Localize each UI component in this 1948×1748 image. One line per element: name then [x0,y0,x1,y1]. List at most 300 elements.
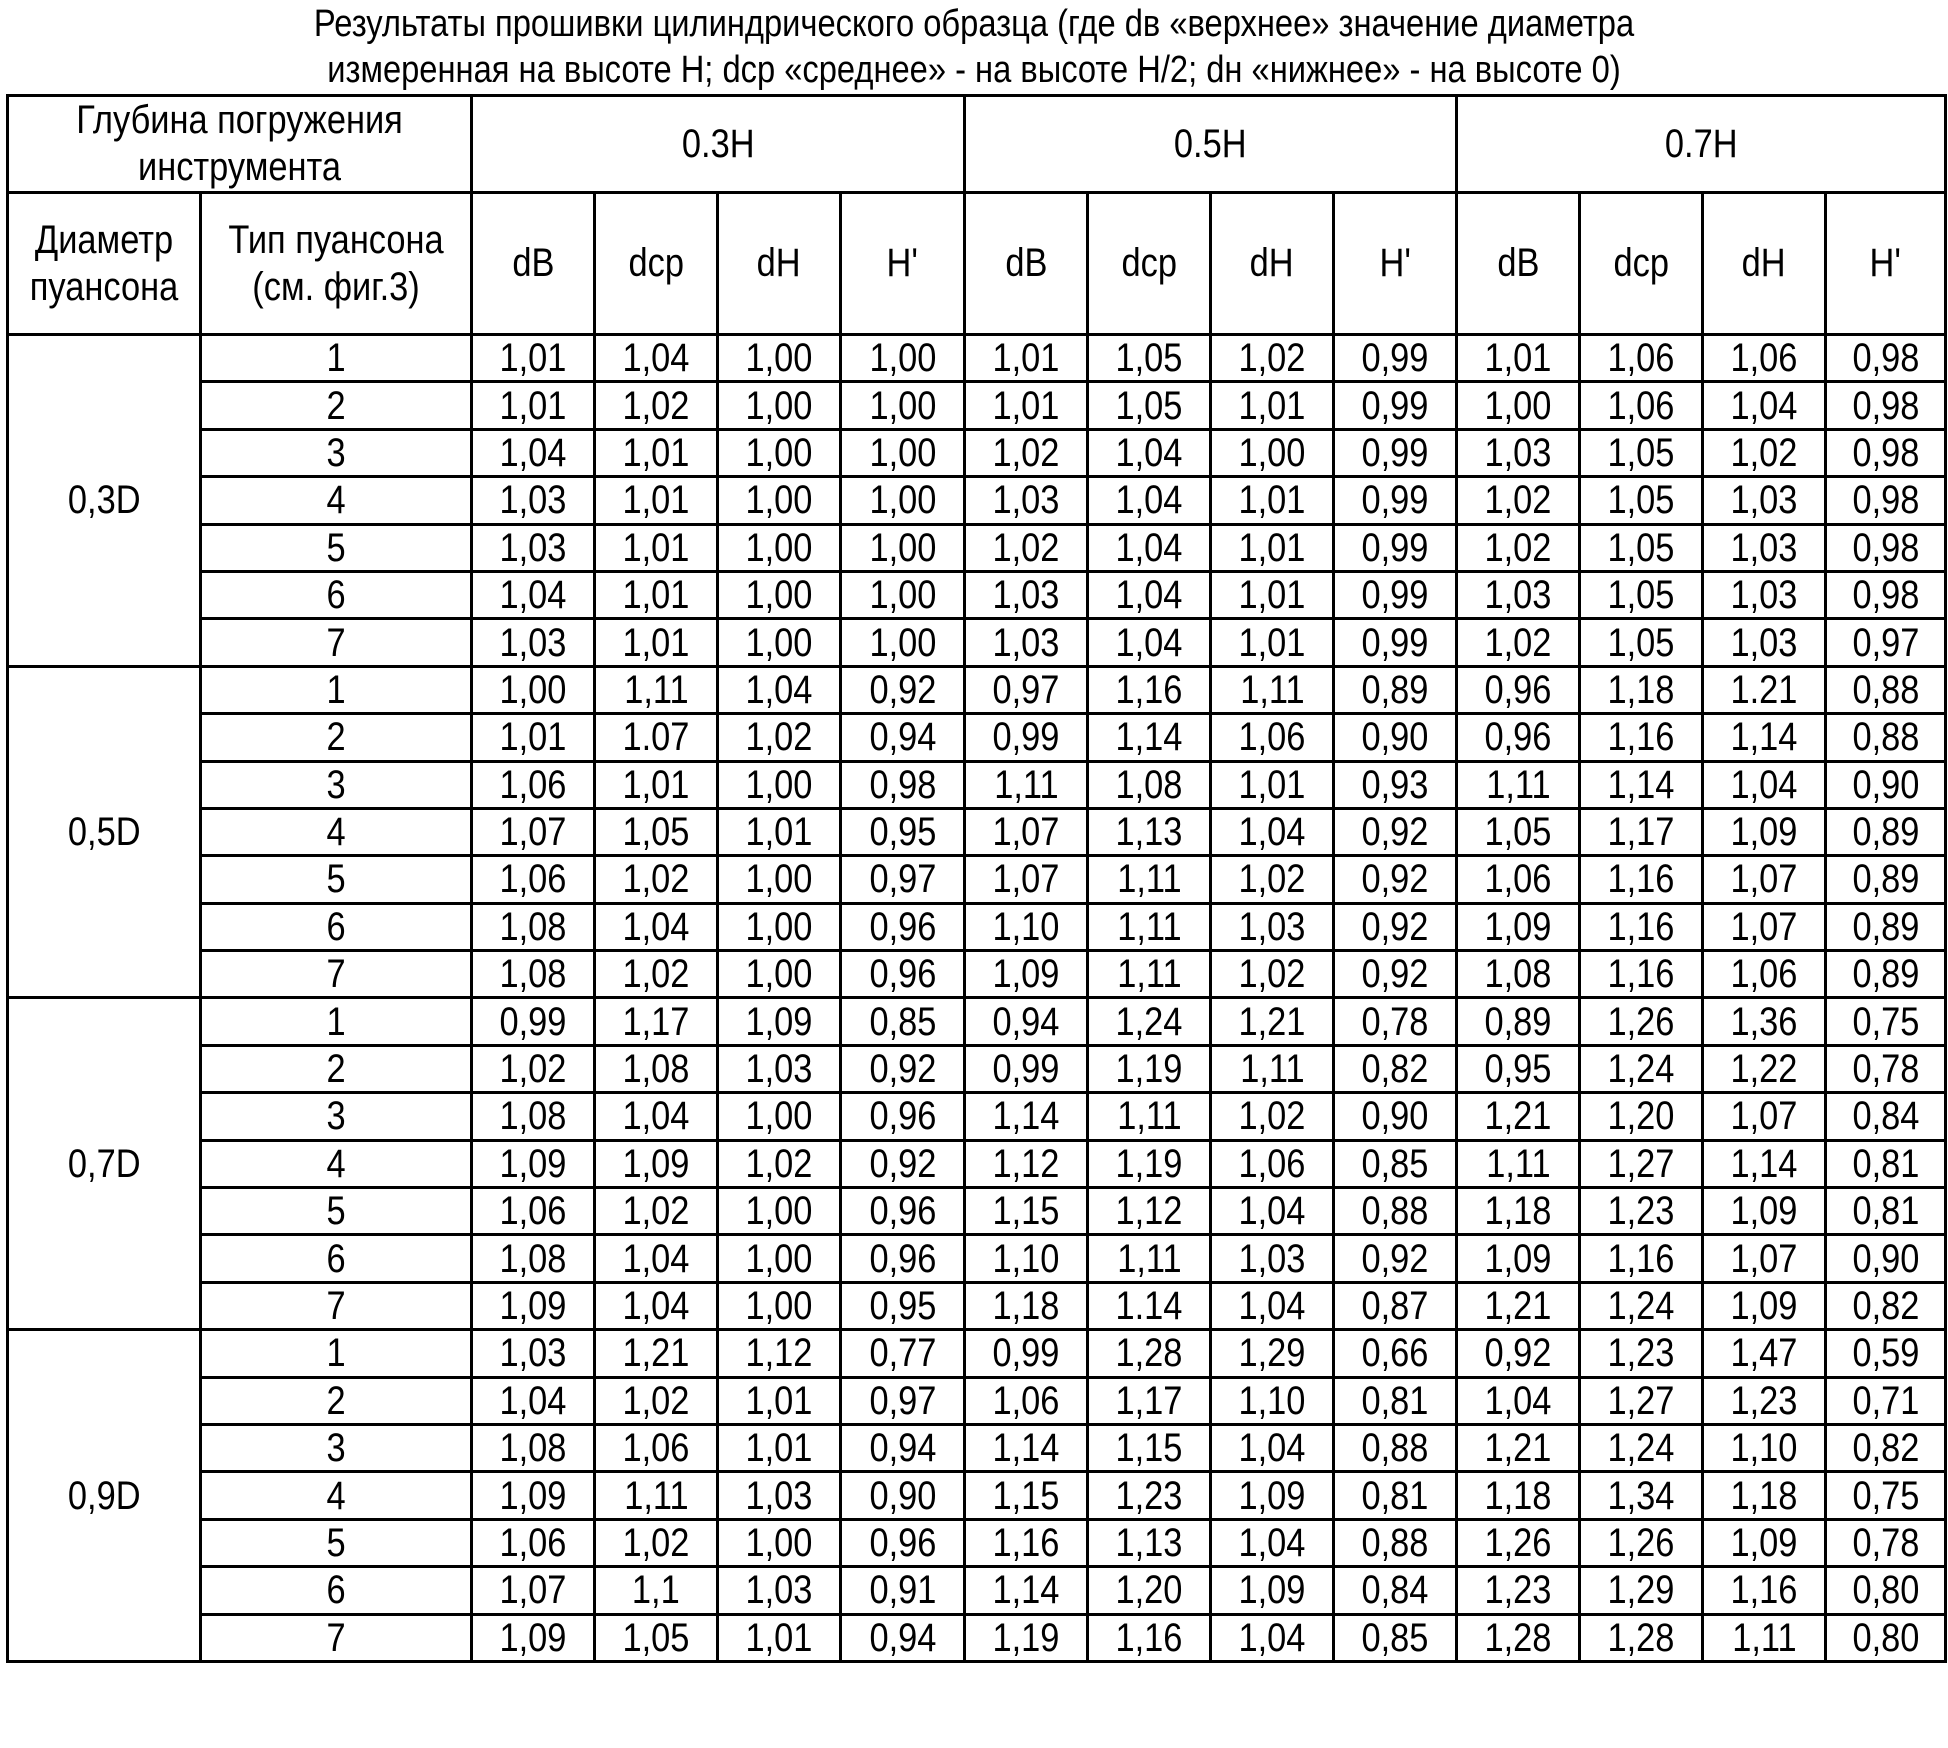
value-cell: 1,1 [595,1567,718,1614]
value-cell: 0,98 [1826,429,1946,476]
value-cell: 1,18 [965,1282,1088,1329]
value-cell: 1,03 [1457,429,1580,476]
value-cell: 0,98 [1826,382,1946,429]
value-cell: 1,05 [595,1614,718,1661]
value-cell: 1,47 [1703,1330,1826,1377]
value-cell: 1,06 [1211,1140,1334,1187]
value-cell: 1,17 [595,998,718,1045]
value-cell: 1,00 [718,1093,841,1140]
value-cell: 1,09 [1703,1519,1826,1566]
value-cell: 1,02 [1703,429,1826,476]
value-cell: 1,11 [595,666,718,713]
value-cell: 1,11 [1088,1093,1211,1140]
table-row [8,714,1946,761]
value-cell: 1,00 [718,429,841,476]
value-cell: 1,12 [718,1330,841,1377]
value-cell: 1,29 [1580,1567,1703,1614]
diameter-header: Диаметр пуансона [8,193,201,335]
value-cell: 0,99 [965,1045,1088,1092]
diameter-cell: 0,5D [8,666,201,998]
value-cell: 1,22 [1703,1045,1826,1092]
value-cell: 1,08 [472,1235,595,1282]
value-cell: 1,06 [1211,714,1334,761]
value-cell: 1,03 [1211,1235,1334,1282]
punch-type-cell: 4 [201,1140,472,1187]
value-cell: 1,15 [965,1188,1088,1235]
value-cell: 1,03 [718,1567,841,1614]
value-cell: 0,99 [965,714,1088,761]
value-cell: 1,04 [1211,1614,1334,1661]
value-cell: 1,03 [472,619,595,666]
value-cell: 0,99 [1334,429,1457,476]
value-cell: 0,98 [1826,571,1946,618]
value-cell: 1,14 [965,1424,1088,1471]
value-cell: 0,92 [1334,856,1457,903]
value-cell: 1,04 [595,1093,718,1140]
value-cell: 1,03 [965,477,1088,524]
value-cell: 1,16 [1580,1235,1703,1282]
value-cell: 0,59 [1826,1330,1946,1377]
diameter-cell: 0,7D [8,998,201,1330]
value-cell: 1,03 [718,1472,841,1519]
value-cell: 1,28 [1088,1330,1211,1377]
value-cell: 1,08 [472,1093,595,1140]
value-cell: 1,07 [965,808,1088,855]
value-cell: 1,09 [472,1472,595,1519]
value-cell: 1,19 [1088,1045,1211,1092]
punch-type-cell: 2 [201,382,472,429]
value-cell: 0,94 [965,998,1088,1045]
table-row [8,1330,1946,1377]
value-cell: 1,21 [1457,1424,1580,1471]
value-cell: 1,02 [1457,524,1580,571]
value-cell: 1,02 [595,382,718,429]
value-cell: 1,00 [841,429,965,476]
document-title-line-2: измеренная на высоте H; dср «среднее» - на высоте H/2; dн «нижнее» - на высоте 0) [136,48,1811,92]
value-cell: 1,21 [1457,1093,1580,1140]
punch-type-cell: 4 [201,1472,472,1519]
value-cell: 1,05 [1088,382,1211,429]
punch-type-cell: 7 [201,619,472,666]
punch-type-cell: 6 [201,903,472,950]
value-cell: 0,78 [1826,1045,1946,1092]
value-cell: 0,88 [1334,1424,1457,1471]
punch-type-cell: 2 [201,1377,472,1424]
value-cell: 1,16 [1703,1567,1826,1614]
value-cell: 0,81 [1334,1377,1457,1424]
value-cell: 0,88 [1826,666,1946,713]
value-cell: 1,03 [718,1045,841,1092]
table-row [8,1567,1946,1614]
value-cell: 1,01 [472,335,595,382]
table-row [8,998,1946,1045]
value-cell: 1,00 [472,666,595,713]
value-cell: 1,01 [595,477,718,524]
punch-type-header: Тип пуансона (см. фиг.3) [201,193,472,335]
value-cell: 0,97 [1826,619,1946,666]
punch-type-cell: 5 [201,524,472,571]
value-cell: 1,02 [1211,856,1334,903]
value-cell: 1,09 [1703,1282,1826,1329]
value-cell: 1,03 [1703,571,1826,618]
value-cell: 0,93 [1334,761,1457,808]
value-cell: 0,99 [965,1330,1088,1377]
value-cell: 1,16 [965,1519,1088,1566]
document-title-line-1: Результаты прошивки цилиндрического образца (где dв «верхнее» значение диаметра [136,2,1811,46]
value-cell: 1,09 [1211,1472,1334,1519]
table-row [8,1424,1946,1471]
value-cell: 1,17 [1088,1377,1211,1424]
value-cell: 1,02 [595,1188,718,1235]
table-row [8,1045,1946,1092]
value-cell: 1,04 [472,571,595,618]
table-row [8,903,1946,950]
value-cell: 0,92 [841,1140,965,1187]
value-cell: 1,04 [1211,808,1334,855]
table-row [8,1188,1946,1235]
value-cell: 0,92 [841,666,965,713]
punch-type-cell: 1 [201,1330,472,1377]
value-cell: 1,11 [965,761,1088,808]
value-cell: 1,01 [1211,524,1334,571]
value-cell: 1,02 [595,1377,718,1424]
value-cell: 1,11 [1088,856,1211,903]
value-cell: 1,05 [1580,571,1703,618]
value-cell: 0,96 [841,951,965,998]
punch-type-cell: 3 [201,1093,472,1140]
value-cell: 0,96 [841,1093,965,1140]
value-cell: 1,13 [1088,1519,1211,1566]
punch-type-cell: 3 [201,761,472,808]
punch-type-cell: 2 [201,714,472,761]
value-cell: 1,06 [472,1188,595,1235]
value-cell: 1,00 [718,761,841,808]
value-cell: 1,05 [1088,335,1211,382]
value-cell: 1,03 [965,571,1088,618]
value-cell: 1,18 [1457,1472,1580,1519]
punch-type-cell: 4 [201,808,472,855]
value-cell: 0,85 [1334,1614,1457,1661]
value-cell: 1,23 [1457,1567,1580,1614]
value-cell: 1,09 [1703,1188,1826,1235]
value-cell: 1,11 [1088,903,1211,950]
value-cell: 0,81 [1334,1472,1457,1519]
value-cell: 1,08 [472,903,595,950]
value-cell: 1,09 [1457,1235,1580,1282]
value-cell: 1,01 [595,761,718,808]
value-cell: 0,89 [1826,951,1946,998]
value-cell: 1,02 [1457,477,1580,524]
value-cell: 1,13 [1088,808,1211,855]
value-cell: 1,00 [1457,382,1580,429]
value-cell: 1,11 [1457,1140,1580,1187]
value-cell: 1,04 [1088,429,1211,476]
punch-type-cell: 6 [201,1567,472,1614]
value-cell: 1,26 [1580,1519,1703,1566]
subcolumn-header: dcp [595,193,718,335]
value-cell: 0,84 [1826,1093,1946,1140]
value-cell: 0,82 [1826,1282,1946,1329]
value-cell: 1,02 [1211,335,1334,382]
value-cell: 0,87 [1334,1282,1457,1329]
value-cell: 0,95 [841,808,965,855]
table-row [8,1140,1946,1187]
value-cell: 0,89 [1826,903,1946,950]
value-cell: 1,03 [472,1330,595,1377]
value-cell: 0,75 [1826,998,1946,1045]
value-cell: 1,07 [472,808,595,855]
table-row [8,1282,1946,1329]
value-cell: 0,75 [1826,1472,1946,1519]
value-cell: 1,01 [595,571,718,618]
value-cell: 1,29 [1211,1330,1334,1377]
results-table [6,94,1947,1663]
punch-type-cell: 7 [201,951,472,998]
value-cell: 1,04 [1088,571,1211,618]
value-cell: 1,00 [718,1235,841,1282]
depth-header: Глубина погружения инструмента [8,96,472,193]
value-cell: 1,18 [1457,1188,1580,1235]
value-cell: 0,92 [1334,1235,1457,1282]
value-cell: 1,07 [472,1567,595,1614]
value-cell: 1,19 [965,1614,1088,1661]
value-cell: 1,03 [965,619,1088,666]
value-cell: 0,96 [841,1235,965,1282]
value-cell: 1,04 [472,1377,595,1424]
table-row [8,382,1946,429]
value-cell: 1,03 [472,524,595,571]
value-cell: 1,11 [595,1472,718,1519]
punch-type-cell: 5 [201,856,472,903]
subcolumn-header: dB [472,193,595,335]
subcolumn-header: dB [965,193,1088,335]
value-cell: 0,92 [1334,808,1457,855]
value-cell: 1,03 [1457,571,1580,618]
value-cell: 1,04 [1088,477,1211,524]
value-cell: 1,02 [1211,1093,1334,1140]
value-cell: 1,02 [595,951,718,998]
value-cell: 1,09 [472,1282,595,1329]
value-cell: 1,10 [965,903,1088,950]
value-cell: 1,01 [595,429,718,476]
value-cell: 1,24 [1580,1282,1703,1329]
subcolumn-header: dB [1457,193,1580,335]
value-cell: 1,16 [1088,1614,1211,1661]
value-cell: 1,20 [1580,1093,1703,1140]
value-cell: 1,23 [1088,1472,1211,1519]
subcolumn-header: H' [841,193,965,335]
value-cell: 1,16 [1088,666,1211,713]
value-cell: 1,19 [1088,1140,1211,1187]
value-cell: 0,92 [1457,1330,1580,1377]
value-cell: 0,96 [1457,666,1580,713]
value-cell: 0,85 [1334,1140,1457,1187]
value-cell: 1,02 [595,1519,718,1566]
value-cell: 1,01 [1211,477,1334,524]
value-cell: 0,97 [841,1377,965,1424]
value-cell: 1,24 [1580,1045,1703,1092]
punch-type-cell: 7 [201,1282,472,1329]
value-cell: 1.07 [595,714,718,761]
value-cell: 1,10 [1703,1424,1826,1471]
value-cell: 1,10 [965,1235,1088,1282]
value-cell: 1,14 [1088,714,1211,761]
value-cell: 1,07 [965,856,1088,903]
value-cell: 0,99 [472,998,595,1045]
punch-type-cell: 2 [201,1045,472,1092]
value-cell: 1,01 [595,524,718,571]
value-cell: 1,00 [718,1519,841,1566]
subcolumn-header: H' [1334,193,1457,335]
value-cell: 1,27 [1580,1377,1703,1424]
value-cell: 0,98 [1826,335,1946,382]
value-cell: 1,00 [841,571,965,618]
value-cell: 1,00 [1211,429,1334,476]
value-cell: 1,15 [965,1472,1088,1519]
value-cell: 1,04 [1703,761,1826,808]
value-cell: 1,06 [1703,335,1826,382]
value-cell: 1,00 [718,856,841,903]
value-cell: 1,02 [1457,619,1580,666]
punch-type-cell: 4 [201,477,472,524]
value-cell: 1,28 [1580,1614,1703,1661]
value-cell: 1,06 [595,1424,718,1471]
value-cell: 1,01 [965,382,1088,429]
value-cell: 1,07 [1703,856,1826,903]
table-row [8,1472,1946,1519]
value-cell: 1,00 [718,571,841,618]
value-cell: 1,10 [1211,1377,1334,1424]
value-cell: 1,00 [718,524,841,571]
value-cell: 1,00 [841,335,965,382]
value-cell: 1,04 [1211,1519,1334,1566]
value-cell: 1,02 [1211,951,1334,998]
value-cell: 0,71 [1826,1377,1946,1424]
value-cell: 0,99 [1334,571,1457,618]
punch-type-cell: 6 [201,1235,472,1282]
value-cell: 1,23 [1580,1330,1703,1377]
value-cell: 1,01 [718,808,841,855]
value-cell: 1,06 [472,761,595,808]
value-cell: 1,08 [472,1424,595,1471]
value-cell: 1,24 [1088,998,1211,1045]
value-cell: 1,00 [718,335,841,382]
value-cell: 1,21 [1457,1282,1580,1329]
value-cell: 1,09 [718,998,841,1045]
value-cell: 1,09 [472,1614,595,1661]
value-cell: 1,04 [1088,619,1211,666]
value-cell: 0,77 [841,1330,965,1377]
value-cell: 1,11 [1088,951,1211,998]
value-cell: 1,21 [595,1330,718,1377]
value-cell: 1,03 [472,477,595,524]
table-row [8,1093,1946,1140]
table-row [8,1614,1946,1661]
value-cell: 0,96 [841,1519,965,1566]
value-cell: 1,01 [1211,761,1334,808]
value-cell: 1,06 [472,856,595,903]
table-row [8,524,1946,571]
value-cell: 1,14 [1703,714,1826,761]
value-cell: 1,36 [1703,998,1826,1045]
value-cell: 0,78 [1826,1519,1946,1566]
punch-type-cell: 3 [201,1424,472,1471]
value-cell: 1,07 [1703,1093,1826,1140]
value-cell: 1,09 [1457,903,1580,950]
value-cell: 1,02 [965,524,1088,571]
value-cell: 1,02 [718,1140,841,1187]
table-row [8,761,1946,808]
value-cell: 0,99 [1334,335,1457,382]
table-row [8,951,1946,998]
value-cell: 1,20 [1088,1567,1211,1614]
subcolumn-header: dcp [1580,193,1703,335]
value-cell: 1,09 [1703,808,1826,855]
value-cell: 1,04 [595,335,718,382]
value-cell: 1,01 [472,382,595,429]
value-cell: 0,96 [841,1188,965,1235]
value-cell: 1,11 [1211,1045,1334,1092]
value-cell: 0,99 [1334,619,1457,666]
value-cell: 0,88 [1826,714,1946,761]
value-cell: 1,06 [472,1519,595,1566]
value-cell: 1,28 [1457,1614,1580,1661]
value-cell: 0,94 [841,1614,965,1661]
value-cell: 1,23 [1580,1188,1703,1235]
value-cell: 1,21 [1211,998,1334,1045]
value-cell: 0,89 [1457,998,1580,1045]
value-cell: 0,88 [1334,1519,1457,1566]
value-cell: 0,94 [841,714,965,761]
value-cell: 0,99 [1334,382,1457,429]
value-cell: 0,96 [841,903,965,950]
value-cell: 1,01 [1211,382,1334,429]
value-cell: 1,04 [1211,1188,1334,1235]
value-cell: 1,15 [1088,1424,1211,1471]
value-cell: 1,04 [1703,382,1826,429]
subcolumn-header: dH [1703,193,1826,335]
subcolumn-header: dH [1211,193,1334,335]
value-cell: 1,08 [1088,761,1211,808]
value-cell: 1,00 [718,1282,841,1329]
punch-type-cell: 1 [201,335,472,382]
value-cell: 0,90 [841,1472,965,1519]
table-row [8,619,1946,666]
value-cell: 0,96 [1457,714,1580,761]
value-cell: 1,04 [1211,1424,1334,1471]
punch-type-cell: 1 [201,666,472,713]
value-cell: 1,01 [472,714,595,761]
table-row [8,1519,1946,1566]
table-row [8,571,1946,618]
depth-0-7h-header: 0.7H [1457,96,1946,193]
value-cell: 1,04 [595,1235,718,1282]
value-cell: 1,01 [1457,335,1580,382]
value-cell: 1,01 [1211,619,1334,666]
value-cell: 0,82 [1826,1424,1946,1471]
punch-type-cell: 6 [201,571,472,618]
value-cell: 1,00 [841,619,965,666]
value-cell: 0,98 [841,761,965,808]
table-row [8,808,1946,855]
value-cell: 0,97 [965,666,1088,713]
value-cell: 0,90 [1334,714,1457,761]
value-cell: 0,92 [841,1045,965,1092]
value-cell: 0,89 [1826,856,1946,903]
value-cell: 1,11 [1457,761,1580,808]
value-cell: 1,01 [718,1424,841,1471]
value-cell: 1,00 [841,382,965,429]
